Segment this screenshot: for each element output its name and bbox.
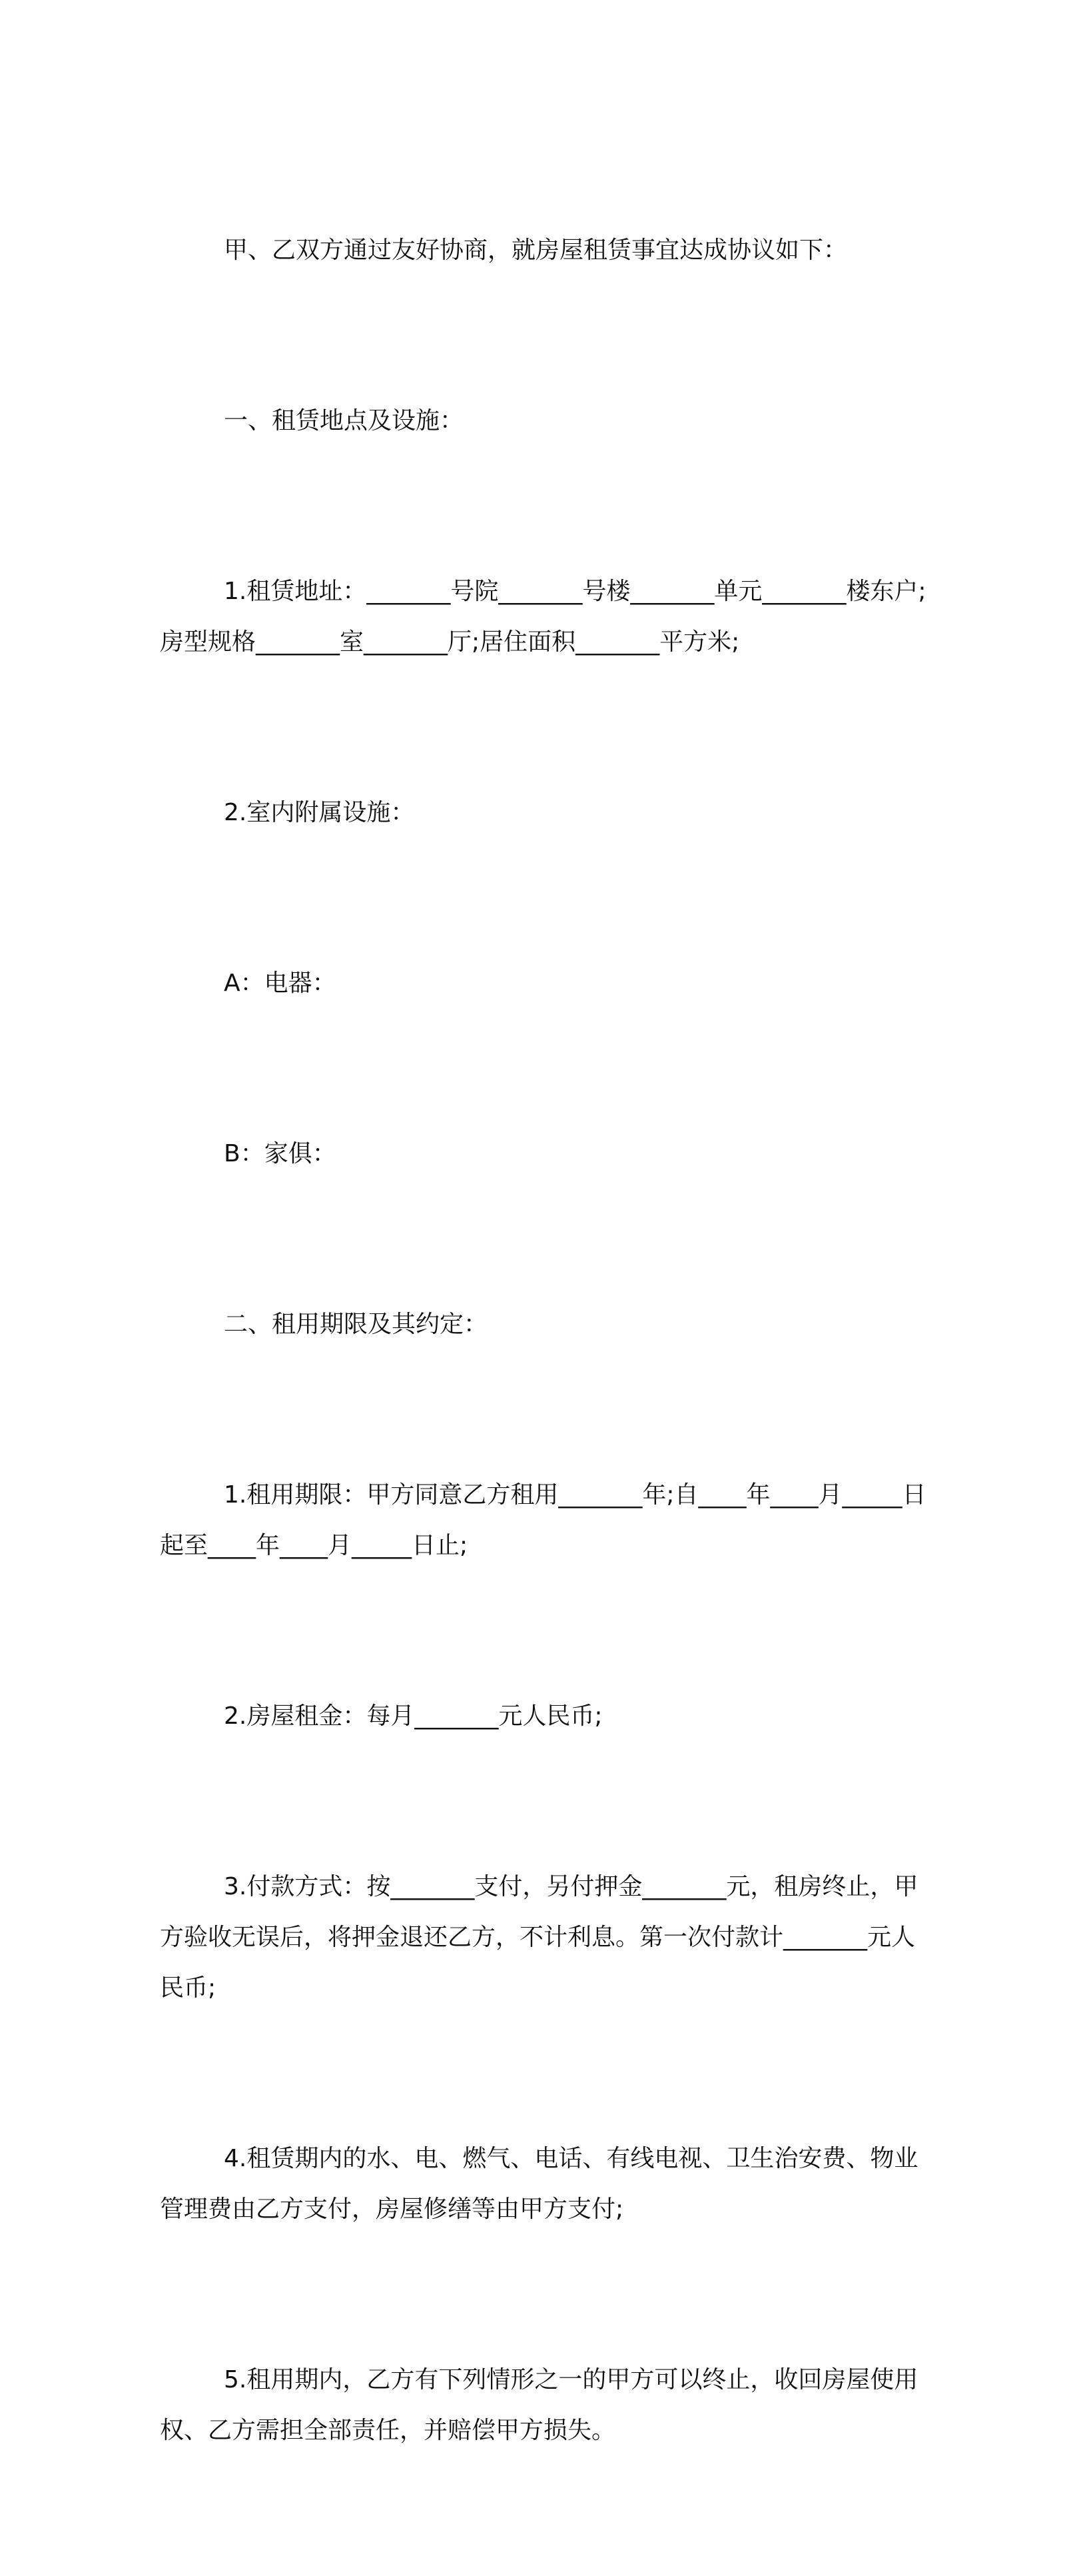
- section-heading-1: 一、租赁地点及设施：: [224, 407, 464, 434]
- document-body: [160, 124, 932, 2576]
- clause-2-2: 2.房屋租金：每月_______元人民币;: [224, 1702, 603, 1730]
- clause-2-3: 3.付款方式：按_______支付，另付押金_______元，租房终止，甲方验收无误后，将押金退还乙方，不计利息。第一次付款计_______元人民币;: [160, 1873, 918, 2002]
- clause-2-4: 4.租赁期内的水、电、燃气、电话、有线电视、卫生治安费、物业管理费由乙方支付，房屋修缮等由甲方支付;: [160, 2145, 918, 2223]
- clause-1-2-b: B：家俱：: [224, 1140, 336, 1167]
- section-heading-2: 二、租用期限及其约定：: [224, 1311, 488, 1338]
- intro-paragraph: 甲、乙双方通过友好协商，就房屋租赁事宜达成协议如下：: [224, 237, 848, 264]
- clause-2-5: 5.租用期内，乙方有下列情形之一的甲方可以终止，收回房屋使用权、乙方需担全部责任，并赔偿甲方损失。: [160, 2366, 918, 2444]
- clause-1-2: 2.室内附属设施：: [224, 799, 415, 826]
- clause-1-1: 1.租赁地址：_______号院_______号楼_______单元_______楼东户;房型规格_______室_______厅;居住面积_______平方米;: [160, 578, 926, 656]
- clause-2-1: 1.租用期限：甲方同意乙方租用_______年;自____年____月_____日起至____年____月_____日止;: [160, 1481, 926, 1559]
- clause-1-2-a: A：电器：: [224, 969, 336, 997]
